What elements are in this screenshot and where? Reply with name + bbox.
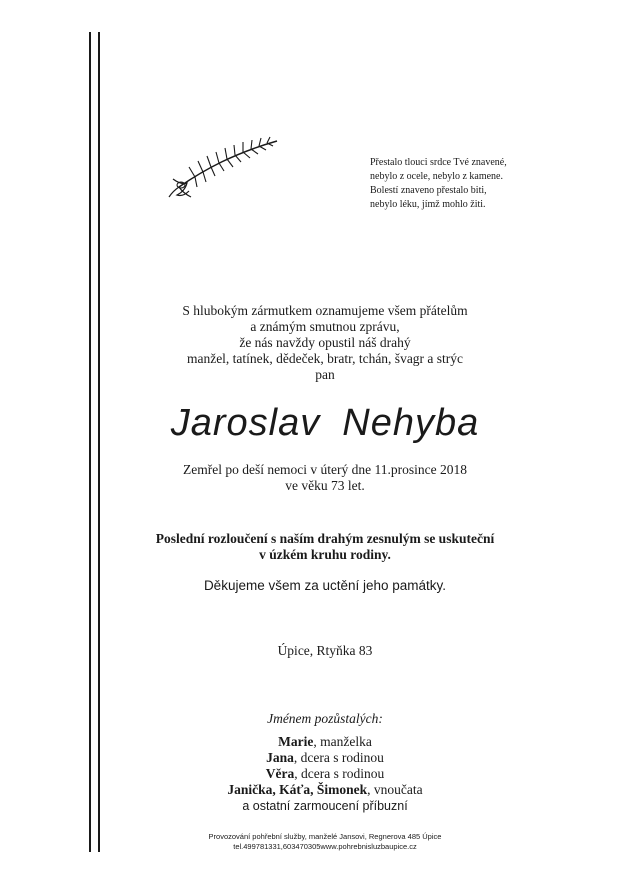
thanks-line: Děkujeme všem za uctění jeho památky. xyxy=(203,578,447,593)
intro-line: že nás navždy opustil náš drahý xyxy=(239,335,411,350)
mourners-list xyxy=(150,734,500,814)
deceased-name xyxy=(120,401,530,445)
intro-line: manžel, tatínek, dědeček, bratr, tchán, švagr a strýc xyxy=(186,351,464,366)
death-line: Zemřel po deší nemoci v úterý dne 11.prosince 2018 xyxy=(182,462,468,477)
funeral-service-footer xyxy=(150,832,500,852)
address: Úpice, Rtyňka 83 xyxy=(277,643,373,658)
poem xyxy=(370,156,507,212)
poem-line: Bolestí znaveno přestalo biti, xyxy=(370,185,487,196)
death-line: ve věku 73 let. xyxy=(285,478,365,493)
intro-line: S hlubokým zármutkem oznamujeme všem přátelům xyxy=(182,303,468,318)
mourners-rest: a ostatní zarmoucení příbuzní xyxy=(242,799,408,813)
mourner-item: Věra, dcera s rodinou xyxy=(265,766,385,781)
farewell-line: Poslední rozloučení s naším drahým zesnulým se uskuteční xyxy=(155,531,495,546)
poem-line: nebylo léku, jímž mohlo žiti. xyxy=(370,199,486,210)
mourner-item: Janička, Káťa, Šimonek, vnoučata xyxy=(227,782,423,797)
border-line-left xyxy=(89,32,91,852)
farewell-notice xyxy=(120,531,530,563)
mourner-item: Jana, dcera s rodinou xyxy=(266,750,384,765)
farewell-line: v úzkém kruhu rodiny. xyxy=(259,547,391,562)
intro-line: a známým smutnou zprávu, xyxy=(250,319,400,334)
announcement-intro xyxy=(150,303,500,383)
footer-line: tel.499781331,603470305www.pohrebnisluzbaupice.cz xyxy=(233,842,417,851)
poem-line: nebylo z ocele, nebylo z kamene. xyxy=(370,171,503,182)
signed-heading: Jménem pozůstalých: xyxy=(267,711,383,726)
death-info xyxy=(150,462,500,494)
poem-line: Přestalo tlouci srdce Tvé znavené, xyxy=(370,157,507,168)
deceased-last-name: Nehyba xyxy=(342,402,480,444)
mourner-item: Marie, manželka xyxy=(278,734,372,749)
footer-line: Provozování pohřební služby, manželé Jansovi, Regnerova 485 Úpice xyxy=(208,832,442,841)
intro-line: pan xyxy=(315,367,335,382)
palm-branch-icon xyxy=(165,135,283,203)
border-line-right xyxy=(98,32,100,852)
deceased-first-name: Jaroslav xyxy=(170,402,321,444)
